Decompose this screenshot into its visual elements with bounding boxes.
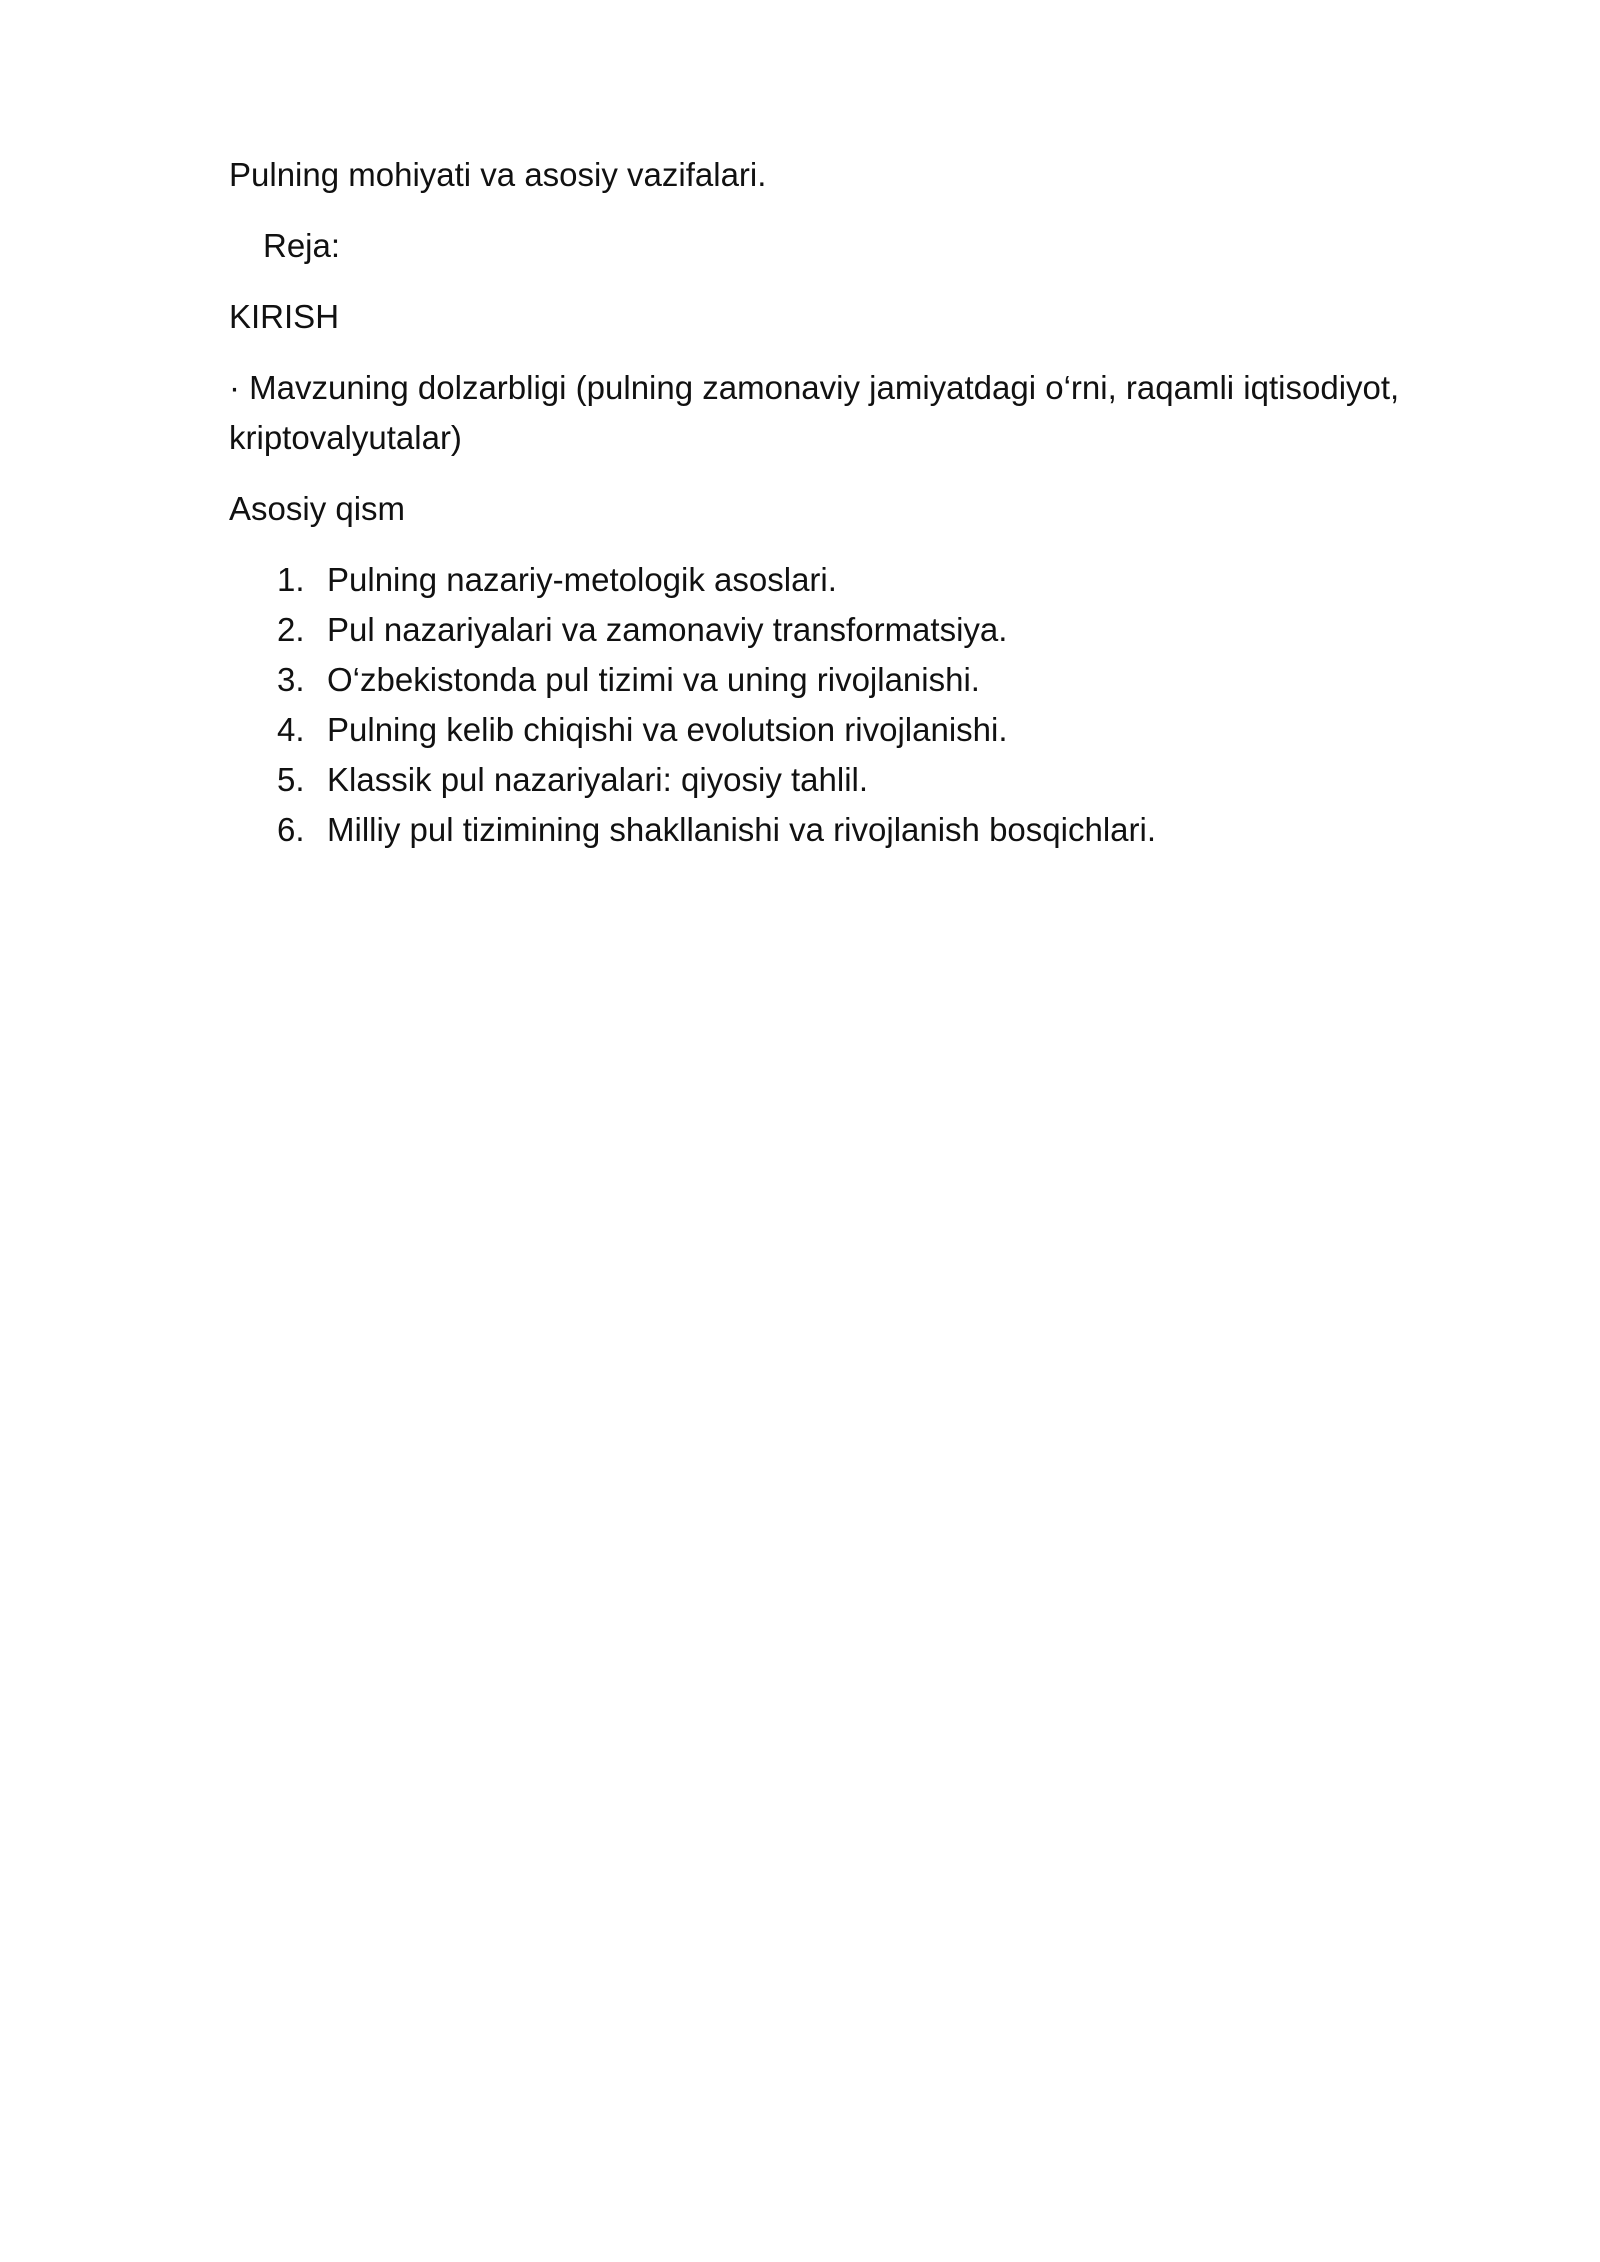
list-item — [229, 655, 1479, 705]
list-item — [229, 805, 1479, 855]
list-item — [229, 705, 1479, 755]
list-item — [229, 605, 1479, 655]
list-item-number: 3. — [277, 661, 305, 698]
list-item-number: 5. — [277, 761, 305, 798]
list-item-text: O‘zbekistonda pul tizimi va uning rivojlanishi. — [327, 661, 980, 698]
plan-label: Reja: — [263, 227, 341, 264]
list-item — [229, 755, 1479, 805]
list-item-number: 2. — [277, 611, 305, 648]
list-item-text: Pulning kelib chiqishi va evolutsion rivojlanishi. — [327, 711, 1008, 748]
list-item-number: 1. — [277, 561, 305, 598]
list-item-text: Klassik pul nazariyalari: qiyosiy tahlil. — [327, 761, 869, 798]
document-title: Pulning mohiyati va asosiy vazifalari. — [229, 156, 767, 193]
intro-heading: KIRISH — [229, 298, 340, 335]
document-body — [229, 150, 1479, 855]
list-item-text: Pulning nazariy-metologik asoslari. — [327, 561, 837, 598]
list-item-text: Pul nazariyalari va zamonaviy transformatsiya. — [327, 611, 1008, 648]
list-item-number: 6. — [277, 811, 305, 848]
plan-list — [229, 555, 1479, 855]
list-item-number: 4. — [277, 711, 305, 748]
list-item-text: Milliy pul tizimining shakllanishi va rivojlanish bosqichlari. — [327, 811, 1156, 848]
list-item — [229, 555, 1479, 605]
main-heading: Asosiy qism — [229, 490, 406, 527]
intro-bullet: · Mavzuning dolzarbligi (pulning zamonaviy jamiyatdagi o‘rni, raqamli iqtisodiyot, kriptovalyutalar) — [229, 369, 1400, 456]
